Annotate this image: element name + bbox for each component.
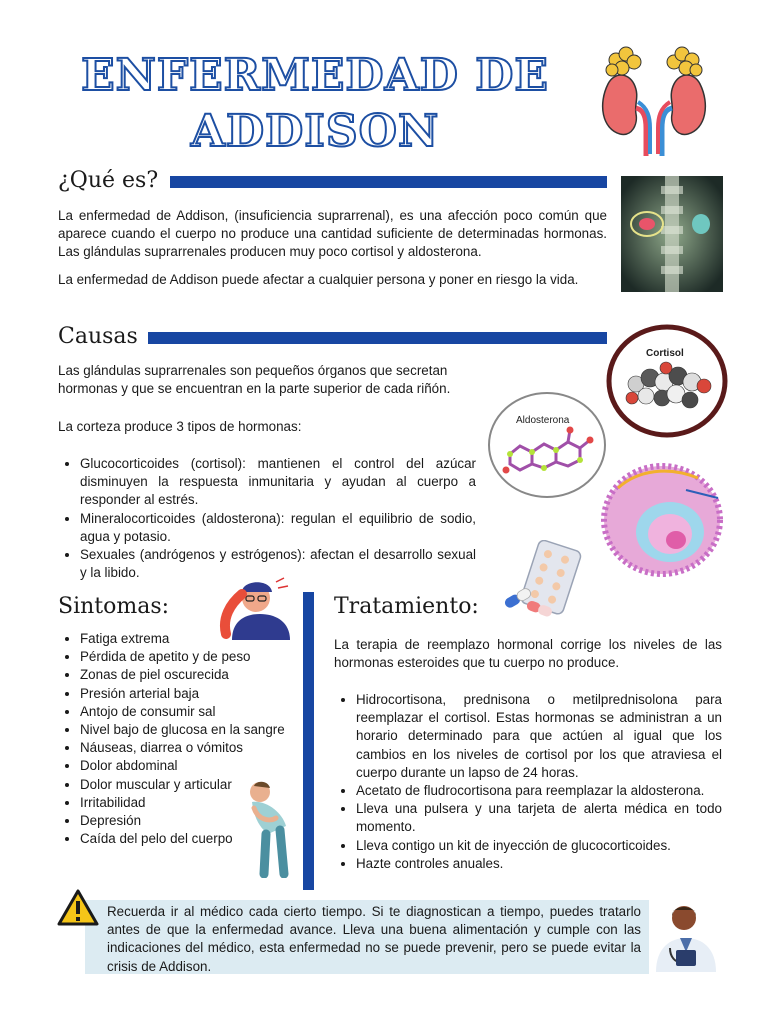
list-item: • Glucocorticoides (cortisol): mantienen el control del azúcar disminuyen la respuesta inmunitaria y ayudan al cuerpo a responder al estrés. <box>80 455 476 510</box>
section-heading-sintomas: Sintomas: <box>58 594 170 619</box>
section-heading-que-es: ¿Qué es? <box>58 168 159 193</box>
title-line-1: ENFERMEDAD DE <box>81 50 549 101</box>
title-line-2: ADDISON <box>190 106 440 157</box>
list-item: • Náuseas, diarrea o vómitos <box>80 739 298 757</box>
warning-icon <box>57 889 99 927</box>
hormone-list <box>58 455 476 582</box>
section-bar <box>170 176 607 188</box>
reminder-text: Recuerda ir al médico cada cierto tiempo. Si te diagnostican a tiempo, puedes tratarlo antes de que la enfermedad avance. Lleva una buena alimentación y cumple con las indicaciones del médico, esta enfermedad no se puede prevenir, pero se puede evitar la crisis de Addison. <box>107 904 641 974</box>
list-item: • Fatiga extrema <box>80 630 298 648</box>
list-item: • Hazte controles anuales. <box>356 855 722 873</box>
list-item: • Nivel bajo de glucosa en la sangre <box>80 721 298 739</box>
aldosterone-molecule-image <box>486 390 608 500</box>
list-item: • Zonas de piel oscurecida <box>80 666 298 684</box>
doctor-icon <box>650 896 722 972</box>
treatment-list <box>334 691 722 873</box>
list-item: • Hidrocortisona, prednisona o metilprednisolona para reemplazar el cortisol. Estas hormonas se administran a un horario determinado para que actúen al igual que los cambios en los niveles de cortisol por los que atraviesa el cuerpo durante un lapso de 24 horas. <box>356 691 722 782</box>
section-bar <box>148 332 607 344</box>
section-heading-tratamiento: Tratamiento: <box>334 594 479 619</box>
list-item: • Sexuales (andrógenos y estrógenos): afectan el desarrollo sexual y la libido. <box>80 546 476 582</box>
column-divider <box>303 592 314 890</box>
cortisol-molecule-image <box>606 324 728 438</box>
kidneys-icon <box>598 44 710 162</box>
tratamiento-paragraph: La terapia de reemplazo hormonal corrige los niveles de las hormonas esteroides que tu cuerpo no produce. <box>334 637 722 671</box>
list-item: • Presión arterial baja <box>80 685 298 703</box>
page-title <box>80 48 550 160</box>
adrenal-cross-section-image <box>598 460 726 578</box>
list-item: • Dolor abdominal <box>80 757 298 775</box>
list-item: • Dolor muscular y articular <box>80 776 298 794</box>
list-item: • Caída del pelo del cuerpo <box>80 830 298 848</box>
aldosterona-label: Aldosterona <box>516 415 570 426</box>
list-item: • Antojo de consumir sal <box>80 703 298 721</box>
section-heading-causas: Causas <box>58 324 138 349</box>
que-es-paragraph-1: La enfermedad de Addison, (insuficiencia suprarrenal), es una afección poco común que aparece cuando el cuerpo no produce una cantidad suficiente de determinadas hormonas. Las glándulas suprarrenales producen muy poco cortisol y aldosterona. <box>58 208 607 260</box>
list-item: • Irritabilidad <box>80 794 298 812</box>
list-item: • Lleva una pulsera y una tarjeta de alerta médica en todo momento. <box>356 800 722 836</box>
stomach-pain-person-icon <box>236 778 298 878</box>
list-item: • Acetato de fludrocortisona para reemplazar la aldosterona. <box>356 782 722 800</box>
list-item: • Mineralocorticoides (aldosterona): regulan el equilibrio de sodio, agua y potasio. <box>80 510 476 546</box>
pills-icon <box>500 540 582 620</box>
causas-paragraph-2: La corteza produce 3 tipos de hormonas: <box>58 419 302 434</box>
adrenal-spine-image <box>621 176 723 292</box>
list-item: • Depresión <box>80 812 298 830</box>
causas-paragraph-1: Las glándulas suprarrenales son pequeños órganos que secretan hormonas y que se encuentran en la parte superior de cada riñón. <box>58 363 451 397</box>
cortisol-label: Cortisol <box>646 348 684 359</box>
que-es-paragraph-2: La enfermedad de Addison puede afectar a cualquier persona y poner en riesgo la vida. <box>58 272 579 287</box>
list-item: • Pérdida de apetito y de peso <box>80 648 298 666</box>
list-item: • Lleva contigo un kit de inyección de glucocorticoides. <box>356 837 722 855</box>
